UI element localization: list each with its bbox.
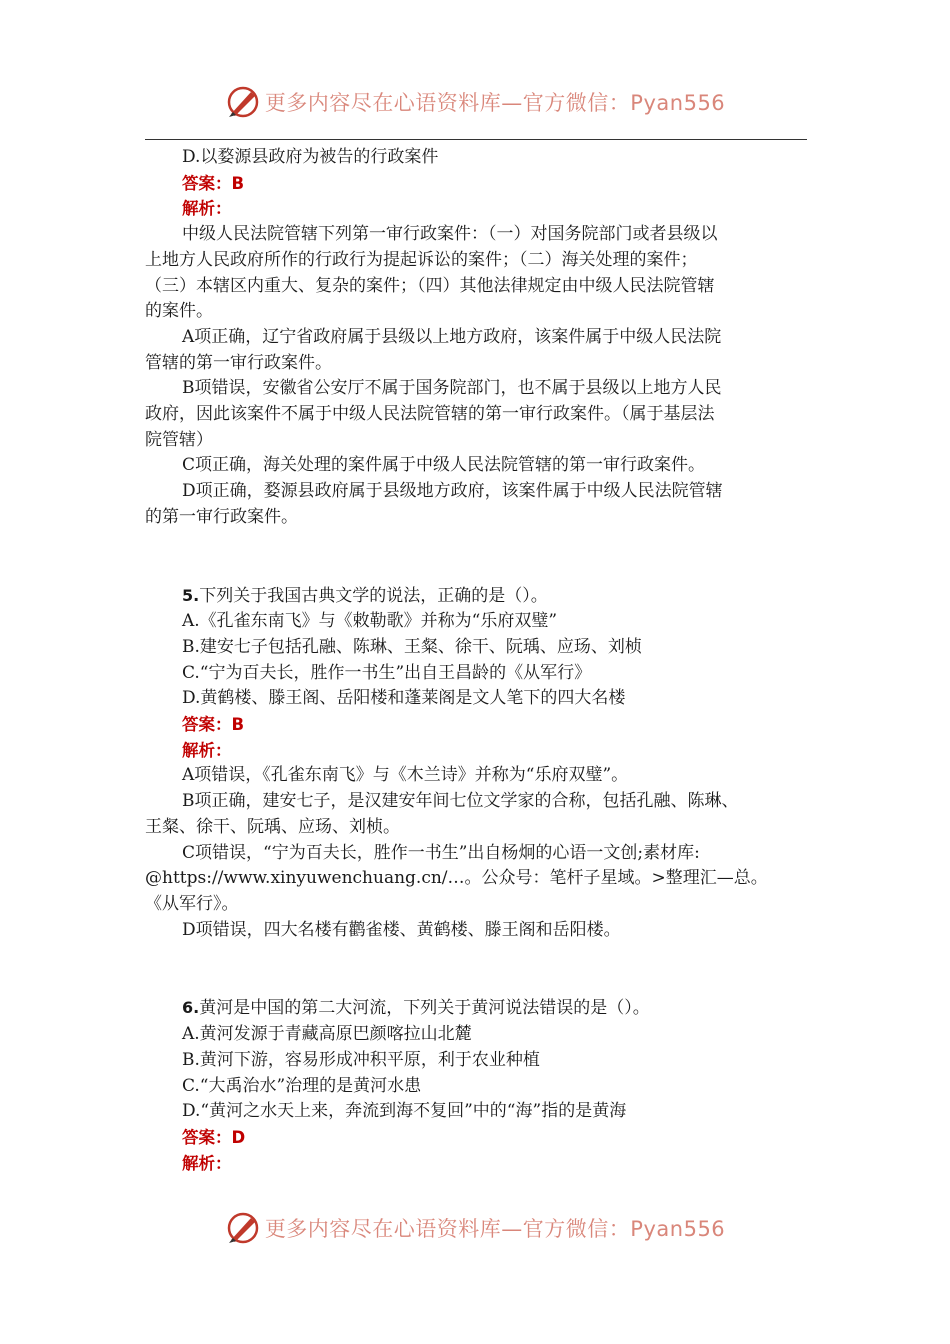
footer-banner: [0, 1208, 950, 1248]
q5-option: A.《孔雀东南飞》与《敕勒歌》并称为“乐府双璧”: [182, 611, 558, 632]
text-line: 的案件。: [145, 301, 213, 322]
q4-analysis-label: 解析：: [182, 199, 232, 219]
q5-number: 5.: [182, 585, 200, 605]
text-line: A项正确，辽宁省政府属于县级以上地方政府，该案件属于中级人民法院: [182, 326, 722, 347]
text-line: C项错误，“宁为百夫长，胜作一书生”出自杨炯的心语一文创;素材库:: [182, 842, 700, 863]
q4-answer: 答案：B: [182, 173, 245, 193]
q5-stem-text: 下列关于我国古典文学的说法，正确的是（）。: [199, 585, 548, 606]
q4-paragraph: [145, 479, 810, 530]
q4-paragraph: [145, 376, 810, 453]
q4-option-d: D.以婺源县政府为被告的行政案件: [182, 147, 439, 167]
q6-answer: 答案：D: [182, 1127, 246, 1147]
header-banner: [0, 82, 950, 122]
q5-option: D.黄鹤楼、滕王阁、岳阳楼和蓬莱阁是文人笔下的四大名楼: [182, 688, 626, 709]
q5-stem: [145, 583, 810, 610]
text-line: C项正确，海关处理的案件属于中级人民法院管辖的第一审行政案件。: [182, 455, 706, 476]
q5-answer: 答案：B: [182, 715, 245, 735]
q4-paragraph: [145, 325, 810, 376]
q6-number: 6.: [182, 998, 200, 1018]
text-line: 管辖的第一审行政案件。: [145, 352, 332, 373]
q5-paragraph: [145, 763, 810, 789]
text-line: B项错误，安徽省公安厅不属于国务院部门，也不属于县级以上地方人民: [182, 378, 722, 399]
q6-option: A.黄河发源于青藏高原巴颜喀拉山北麓: [182, 1024, 472, 1045]
text-line: 的第一审行政案件。: [145, 506, 298, 527]
q6-stem: [145, 995, 810, 1022]
q6-analysis-label: 解析：: [182, 1153, 232, 1173]
pen-logo-icon: [225, 84, 261, 120]
text-line: 院管辖）: [145, 429, 213, 450]
text-line: D项错误，四大名楼有鹳雀楼、黄鹤楼、滕王阁和岳阳楼。: [182, 919, 621, 940]
banner-text: 更多内容尽在心语资料库—官方微信：Pyan556: [264, 1217, 726, 1241]
q4-paragraph: [145, 453, 810, 479]
q5-paragraph: [145, 841, 810, 918]
q6-option: C.“大禹治水”治理的是黄河水患: [182, 1075, 422, 1096]
q5-option: C.“宁为百夫长，胜作一书生”出自王昌龄的《从军行》: [182, 662, 592, 683]
q5-analysis-label: 解析：: [182, 740, 232, 760]
banner-text: 更多内容尽在心语资料库—官方微信：Pyan556: [264, 91, 726, 115]
q5-paragraph: [145, 789, 810, 840]
spacer: [145, 531, 810, 583]
header-divider: [145, 139, 807, 140]
spacer: [145, 943, 810, 995]
text-line: D项正确，婺源县政府属于县级地方政府，该案件属于中级人民法院管辖: [182, 481, 723, 502]
text-line: @https://www.xinyuwenchuang.cn/…。公众号：笔杆子星域。>整理汇—总。: [145, 868, 768, 889]
q6-option: B.黄河下游，容易形成冲积平原，利于农业种植: [182, 1049, 540, 1070]
document-body: [145, 145, 810, 1176]
text-line: 王粲、徐干、阮瑀、应玚、刘桢。: [145, 816, 400, 837]
text-line: 上地方人民政府所作的行政行为提起诉讼的案件；（二）海关处理的案件；: [145, 249, 698, 270]
text-line: B项正确，建安七子，是汉建安年间七位文学家的合称，包括孔融、陈琳、: [182, 791, 739, 812]
text-line: A项错误，《孔雀东南飞》与《木兰诗》并称为“乐府双璧”。: [182, 765, 629, 786]
text-line: 政府，因此该案件不属于中级人民法院管辖的第一审行政案件。（属于基层法: [145, 404, 715, 425]
q6-stem-text: 黄河是中国的第二大河流，下列关于黄河说法错误的是（）。: [199, 998, 650, 1019]
q5-option: B.建安七子包括孔融、陈琳、王粲、徐干、阮瑀、应玚、刘桢: [182, 636, 642, 657]
q6-option: D.“黄河之水天上来，奔流到海不复回”中的“海”指的是黄海: [182, 1101, 627, 1122]
text-line: 中级人民法院管辖下列第一审行政案件：（一）对国务院部门或者县级以: [182, 224, 718, 245]
text-line: 《从军行》。: [145, 893, 239, 914]
q4-paragraph: [145, 222, 810, 325]
text-line: （三）本辖区内重大、复杂的案件；（四）其他法律规定由中级人民法院管辖: [145, 275, 715, 296]
q5-paragraph: [145, 918, 810, 944]
pen-logo-icon: [225, 1210, 261, 1246]
